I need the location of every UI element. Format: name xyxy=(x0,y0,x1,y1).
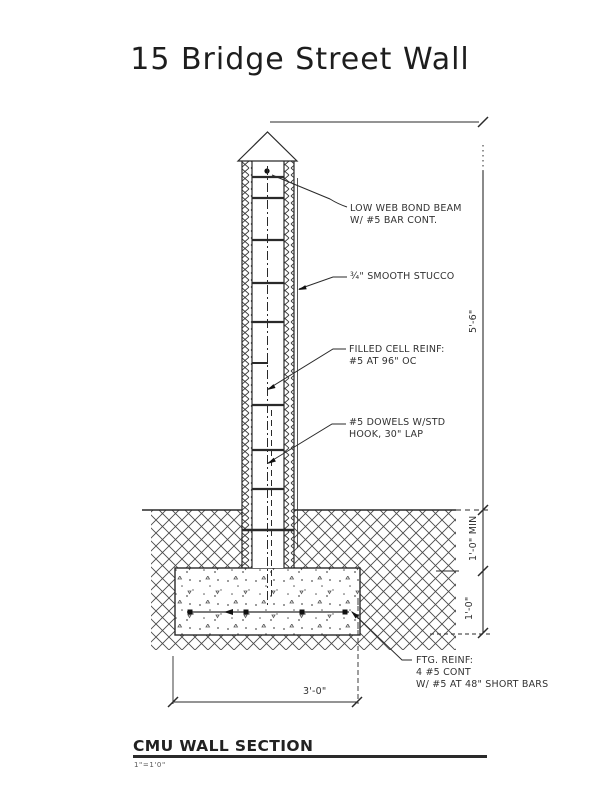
arrowhead xyxy=(298,285,307,290)
sheet-title: 15 Bridge Street Wall xyxy=(130,42,470,77)
annotation-bond-beam xyxy=(350,203,462,227)
annotation-text: #5 DOWELS W/STD xyxy=(349,417,446,428)
caption-underline xyxy=(133,755,487,758)
annotation-text: ¾" SMOOTH STUCCO xyxy=(350,271,455,282)
annotation-stucco xyxy=(350,271,454,283)
stucco-hatch-left xyxy=(242,161,252,568)
annotation-text: #5 AT 96" OC xyxy=(349,356,417,367)
annotation-text: W/ #5 BAR CONT. xyxy=(350,215,438,226)
annotation-text: FILLED CELL REINF: xyxy=(349,344,445,355)
annotation-filled-cell xyxy=(349,344,444,368)
caption-scale: 1"=1'0" xyxy=(134,761,166,769)
dim-label-wall-height: 5'-6" xyxy=(468,309,479,333)
annotation-text: 4 #5 CONT xyxy=(416,667,471,678)
dim-label-embedment: 1'-0" MIN xyxy=(468,515,479,561)
annotation-text: HOOK, 30" LAP xyxy=(349,429,424,440)
dim-label-footing-depth: 1'-0" xyxy=(464,596,475,620)
annotation-footing-reinf xyxy=(416,655,548,691)
annotation-dowels xyxy=(349,417,445,441)
dim-label-footing-width: 3'-0" xyxy=(303,686,327,697)
annotation-text: LOW WEB BOND BEAM xyxy=(350,203,462,214)
cmu-wall xyxy=(238,132,298,606)
section-caption: CMU WALL SECTION xyxy=(133,737,314,755)
dim-tick xyxy=(478,117,488,127)
leader-stucco xyxy=(299,277,347,289)
wall-cap xyxy=(238,132,297,161)
stucco-hatch-right xyxy=(284,161,294,568)
annotation-text: FTG. REINF: xyxy=(416,655,474,666)
annotation-text: W/ #5 AT 48" SHORT BARS xyxy=(416,679,549,690)
